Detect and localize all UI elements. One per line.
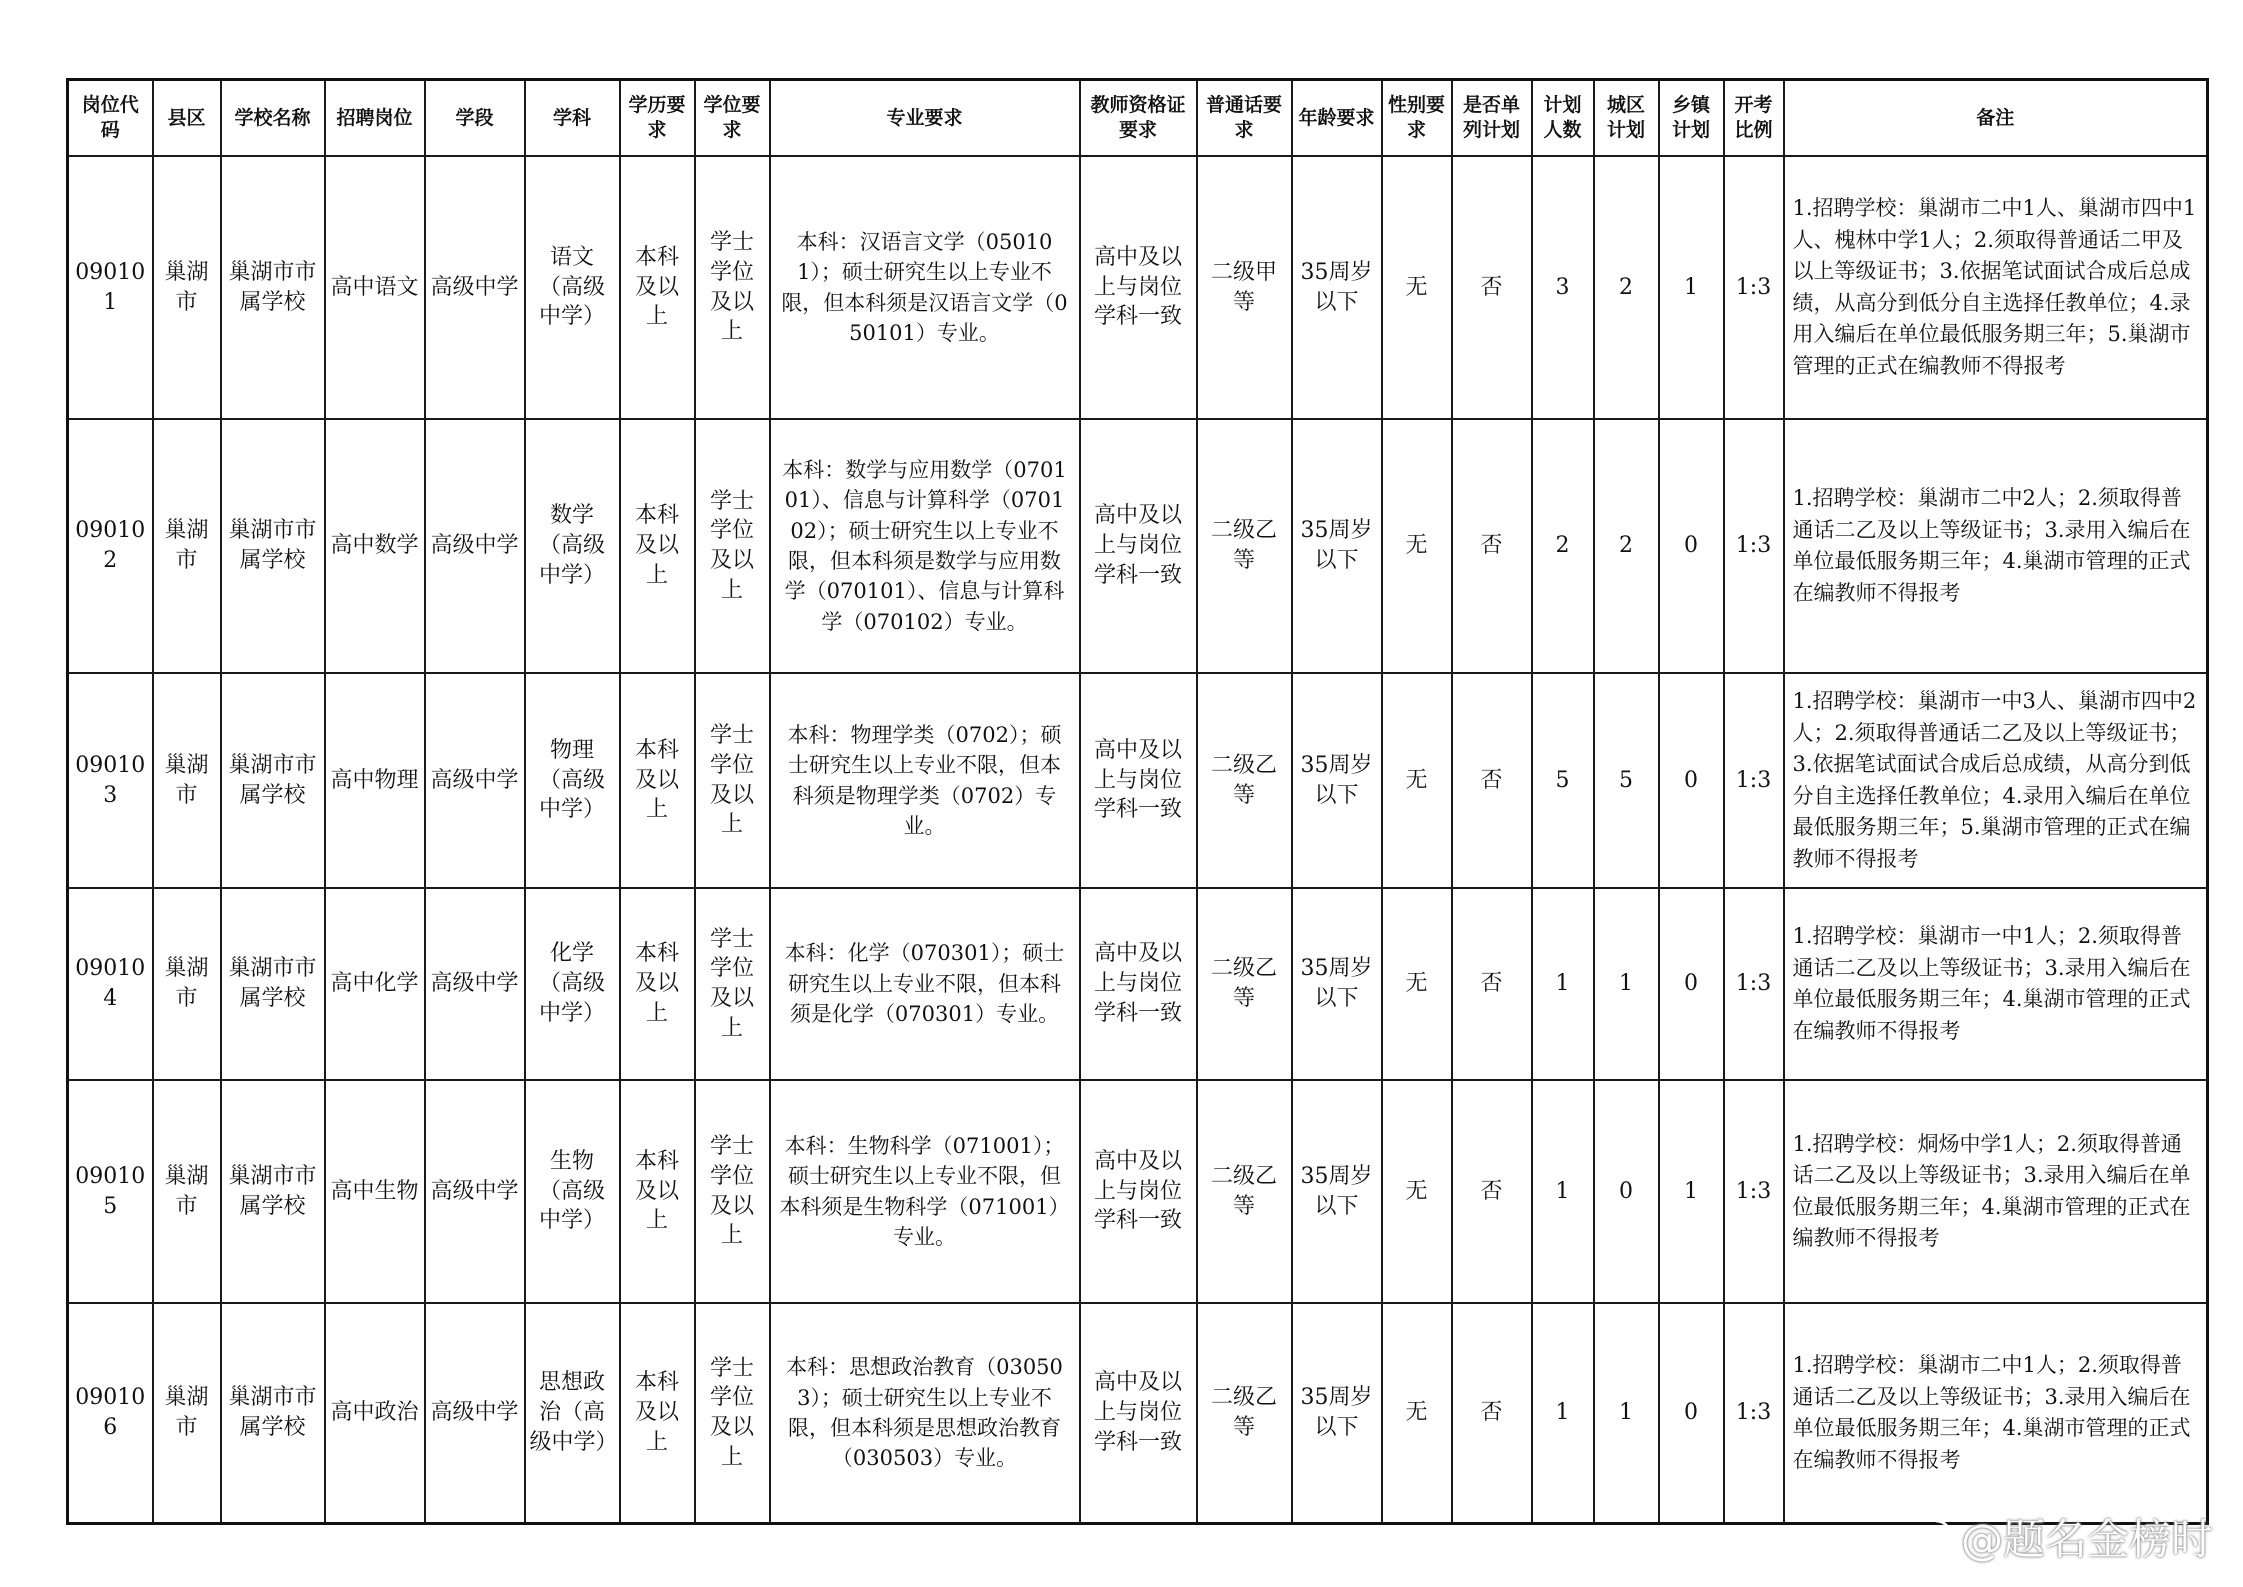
cell-total: 2 xyxy=(1532,419,1594,673)
header-post: 招聘岗位 xyxy=(325,80,425,157)
cell-urban: 0 xyxy=(1594,1080,1659,1303)
cell-age: 35周岁以下 xyxy=(1292,673,1382,888)
cell-separate: 否 xyxy=(1452,1080,1532,1303)
cell-school: 巢湖市市属学校 xyxy=(221,673,325,888)
cell-gender: 无 xyxy=(1382,1080,1452,1303)
cell-post: 高中物理 xyxy=(325,673,425,888)
cell-county: 巢湖市 xyxy=(153,1080,221,1303)
cell-degree: 学士学位及以上 xyxy=(695,888,770,1080)
cell-code: 090105 xyxy=(68,1080,153,1303)
cell-degree: 学士学位及以上 xyxy=(695,1080,770,1303)
cell-post: 高中语文 xyxy=(325,156,425,419)
header-major: 专业要求 xyxy=(770,80,1080,157)
watermark-text: @题名金榜时 xyxy=(1960,1515,2213,1564)
cell-major: 本科：化学（070301）；硕士研究生以上专业不限，但本科须是化学（070301）专业。 xyxy=(770,888,1080,1080)
cell-stage: 高级中学 xyxy=(425,156,525,419)
cell-degree: 学士学位及以上 xyxy=(695,673,770,888)
cell-major: 本科：思想政治教育（030503）；硕士研究生以上专业不限，但本科须是思想政治教育（030503）专业。 xyxy=(770,1303,1080,1524)
cell-subject: 生物（高级中学） xyxy=(525,1080,620,1303)
cell-town: 0 xyxy=(1659,1303,1724,1524)
cell-town: 1 xyxy=(1659,156,1724,419)
recruitment-table-sheet xyxy=(66,78,2206,1525)
cell-major: 本科：汉语言文学（050101）；硕士研究生以上专业不限，但本科须是汉语言文学（050101）专业。 xyxy=(770,156,1080,419)
cell-post: 高中化学 xyxy=(325,888,425,1080)
cell-ratio: 1:3 xyxy=(1724,419,1784,673)
cell-total: 1 xyxy=(1532,1080,1594,1303)
cell-town: 0 xyxy=(1659,888,1724,1080)
header-county: 县区 xyxy=(153,80,221,157)
cell-total: 5 xyxy=(1532,673,1594,888)
cell-major: 本科：生物科学（071001）；硕士研究生以上专业不限，但本科须是生物科学（071001）专业。 xyxy=(770,1080,1080,1303)
cell-code: 090102 xyxy=(68,419,153,673)
header-age: 年龄要求 xyxy=(1292,80,1382,157)
cell-school: 巢湖市市属学校 xyxy=(221,888,325,1080)
table-row xyxy=(68,888,2208,1080)
cell-note: 1.招聘学校：巢湖市二中1人、巢湖市四中1人、槐林中学1人；2.须取得普通话二甲及以上等级证书；3.依据笔试面试合成后总成绩，从高分到低分自主选择任教单位；4.录用入编后在单位最低服务期三年；5.巢湖市管理的正式在编教师不得报考 xyxy=(1784,156,2208,419)
cell-cert: 高中及以上与岗位学科一致 xyxy=(1080,1080,1197,1303)
cell-urban: 2 xyxy=(1594,419,1659,673)
header-ratio: 开考比例 xyxy=(1724,80,1784,157)
header-cert: 教师资格证要求 xyxy=(1080,80,1197,157)
cell-cert: 高中及以上与岗位学科一致 xyxy=(1080,156,1197,419)
weibo-logo-icon xyxy=(1901,1515,1953,1559)
cell-ratio: 1:3 xyxy=(1724,888,1784,1080)
cell-separate: 否 xyxy=(1452,1303,1532,1524)
cell-code: 090104 xyxy=(68,888,153,1080)
cell-subject: 化学（高级中学） xyxy=(525,888,620,1080)
cell-education: 本科及以上 xyxy=(620,156,695,419)
cell-separate: 否 xyxy=(1452,156,1532,419)
cell-ratio: 1:3 xyxy=(1724,1303,1784,1524)
cell-cert: 高中及以上与岗位学科一致 xyxy=(1080,673,1197,888)
cell-mandarin: 二级乙等 xyxy=(1197,673,1292,888)
header-row xyxy=(68,80,2208,157)
cell-code: 090106 xyxy=(68,1303,153,1524)
cell-separate: 否 xyxy=(1452,419,1532,673)
cell-mandarin: 二级甲等 xyxy=(1197,156,1292,419)
cell-subject: 数学（高级中学） xyxy=(525,419,620,673)
cell-note: 1.招聘学校：巢湖市一中1人；2.须取得普通话二乙及以上等级证书；3.录用入编后在单位最低服务期三年；4.巢湖市管理的正式在编教师不得报考 xyxy=(1784,888,2208,1080)
cell-mandarin: 二级乙等 xyxy=(1197,1080,1292,1303)
cell-age: 35周岁以下 xyxy=(1292,1080,1382,1303)
cell-education: 本科及以上 xyxy=(620,1080,695,1303)
cell-total: 1 xyxy=(1532,888,1594,1080)
cell-degree: 学士学位及以上 xyxy=(695,1303,770,1524)
cell-mandarin: 二级乙等 xyxy=(1197,888,1292,1080)
cell-stage: 高级中学 xyxy=(425,673,525,888)
cell-subject: 物理（高级中学） xyxy=(525,673,620,888)
cell-education: 本科及以上 xyxy=(620,673,695,888)
table-row xyxy=(68,1303,2208,1524)
cell-stage: 高级中学 xyxy=(425,419,525,673)
cell-age: 35周岁以下 xyxy=(1292,156,1382,419)
cell-note: 1.招聘学校：巢湖市二中2人；2.须取得普通话二乙及以上等级证书；3.录用入编后在单位最低服务期三年；4.巢湖市管理的正式在编教师不得报考 xyxy=(1784,419,2208,673)
cell-code: 090101 xyxy=(68,156,153,419)
cell-county: 巢湖市 xyxy=(153,673,221,888)
cell-county: 巢湖市 xyxy=(153,156,221,419)
cell-school: 巢湖市市属学校 xyxy=(221,1303,325,1524)
cell-separate: 否 xyxy=(1452,888,1532,1080)
cell-post: 高中生物 xyxy=(325,1080,425,1303)
header-urban: 城区计划 xyxy=(1594,80,1659,157)
cell-urban: 1 xyxy=(1594,888,1659,1080)
watermark xyxy=(1901,1507,2213,1567)
cell-gender: 无 xyxy=(1382,156,1452,419)
table-row xyxy=(68,419,2208,673)
cell-education: 本科及以上 xyxy=(620,1303,695,1524)
header-separate: 是否单列计划 xyxy=(1452,80,1532,157)
cell-gender: 无 xyxy=(1382,1303,1452,1524)
cell-gender: 无 xyxy=(1382,673,1452,888)
cell-post: 高中政治 xyxy=(325,1303,425,1524)
table-row xyxy=(68,1080,2208,1303)
header-code: 岗位代码 xyxy=(68,80,153,157)
cell-county: 巢湖市 xyxy=(153,1303,221,1524)
cell-degree: 学士学位及以上 xyxy=(695,156,770,419)
cell-note: 1.招聘学校：巢湖市二中1人；2.须取得普通话二乙及以上等级证书；3.录用入编后在单位最低服务期三年；4.巢湖市管理的正式在编教师不得报考 xyxy=(1784,1303,2208,1524)
header-town: 乡镇计划 xyxy=(1659,80,1724,157)
header-education: 学历要求 xyxy=(620,80,695,157)
cell-urban: 2 xyxy=(1594,156,1659,419)
cell-total: 1 xyxy=(1532,1303,1594,1524)
cell-code: 090103 xyxy=(68,673,153,888)
cell-mandarin: 二级乙等 xyxy=(1197,1303,1292,1524)
cell-cert: 高中及以上与岗位学科一致 xyxy=(1080,419,1197,673)
cell-urban: 5 xyxy=(1594,673,1659,888)
cell-town: 0 xyxy=(1659,673,1724,888)
cell-age: 35周岁以下 xyxy=(1292,888,1382,1080)
cell-county: 巢湖市 xyxy=(153,419,221,673)
cell-county: 巢湖市 xyxy=(153,888,221,1080)
cell-stage: 高级中学 xyxy=(425,1080,525,1303)
table-row xyxy=(68,673,2208,888)
cell-ratio: 1:3 xyxy=(1724,156,1784,419)
cell-cert: 高中及以上与岗位学科一致 xyxy=(1080,1303,1197,1524)
cell-school: 巢湖市市属学校 xyxy=(221,1080,325,1303)
cell-school: 巢湖市市属学校 xyxy=(221,419,325,673)
cell-education: 本科及以上 xyxy=(620,419,695,673)
cell-degree: 学士学位及以上 xyxy=(695,419,770,673)
cell-mandarin: 二级乙等 xyxy=(1197,419,1292,673)
header-note: 备注 xyxy=(1784,80,2208,157)
cell-subject: 语文（高级中学） xyxy=(525,156,620,419)
header-degree: 学位要求 xyxy=(695,80,770,157)
cell-gender: 无 xyxy=(1382,419,1452,673)
header-mandarin: 普通话要求 xyxy=(1197,80,1292,157)
cell-town: 1 xyxy=(1659,1080,1724,1303)
cell-gender: 无 xyxy=(1382,888,1452,1080)
cell-age: 35周岁以下 xyxy=(1292,1303,1382,1524)
cell-urban: 1 xyxy=(1594,1303,1659,1524)
cell-school: 巢湖市市属学校 xyxy=(221,156,325,419)
cell-town: 0 xyxy=(1659,419,1724,673)
cell-separate: 否 xyxy=(1452,673,1532,888)
cell-stage: 高级中学 xyxy=(425,888,525,1080)
table-row xyxy=(68,156,2208,419)
cell-major: 本科：物理学类（0702）；硕士研究生以上专业不限，但本科须是物理学类（0702）专业。 xyxy=(770,673,1080,888)
cell-education: 本科及以上 xyxy=(620,888,695,1080)
header-subject: 学科 xyxy=(525,80,620,157)
cell-stage: 高级中学 xyxy=(425,1303,525,1524)
cell-post: 高中数学 xyxy=(325,419,425,673)
cell-note: 1.招聘学校：烔炀中学1人；2.须取得普通话二乙及以上等级证书；3.录用入编后在单位最低服务期三年；4.巢湖市管理的正式在编教师不得报考 xyxy=(1784,1080,2208,1303)
cell-ratio: 1:3 xyxy=(1724,1080,1784,1303)
header-gender: 性别要求 xyxy=(1382,80,1452,157)
cell-subject: 思想政治（高级中学） xyxy=(525,1303,620,1524)
header-school: 学校名称 xyxy=(221,80,325,157)
cell-total: 3 xyxy=(1532,156,1594,419)
cell-note: 1.招聘学校：巢湖市一中3人、巢湖市四中2人；2.须取得普通话二乙及以上等级证书；3.依据笔试面试合成后总成绩，从高分到低分自主选择任教单位；4.录用入编后在单位最低服务期三年；5.巢湖市管理的正式在编教师不得报考 xyxy=(1784,673,2208,888)
recruitment-table xyxy=(66,78,2209,1525)
cell-major: 本科：数学与应用数学（070101）、信息与计算科学（070102）；硕士研究生以上专业不限，但本科须是数学与应用数学（070101）、信息与计算科学（070102）专业。 xyxy=(770,419,1080,673)
header-total: 计划人数 xyxy=(1532,80,1594,157)
header-stage: 学段 xyxy=(425,80,525,157)
cell-age: 35周岁以下 xyxy=(1292,419,1382,673)
cell-ratio: 1:3 xyxy=(1724,673,1784,888)
cell-cert: 高中及以上与岗位学科一致 xyxy=(1080,888,1197,1080)
